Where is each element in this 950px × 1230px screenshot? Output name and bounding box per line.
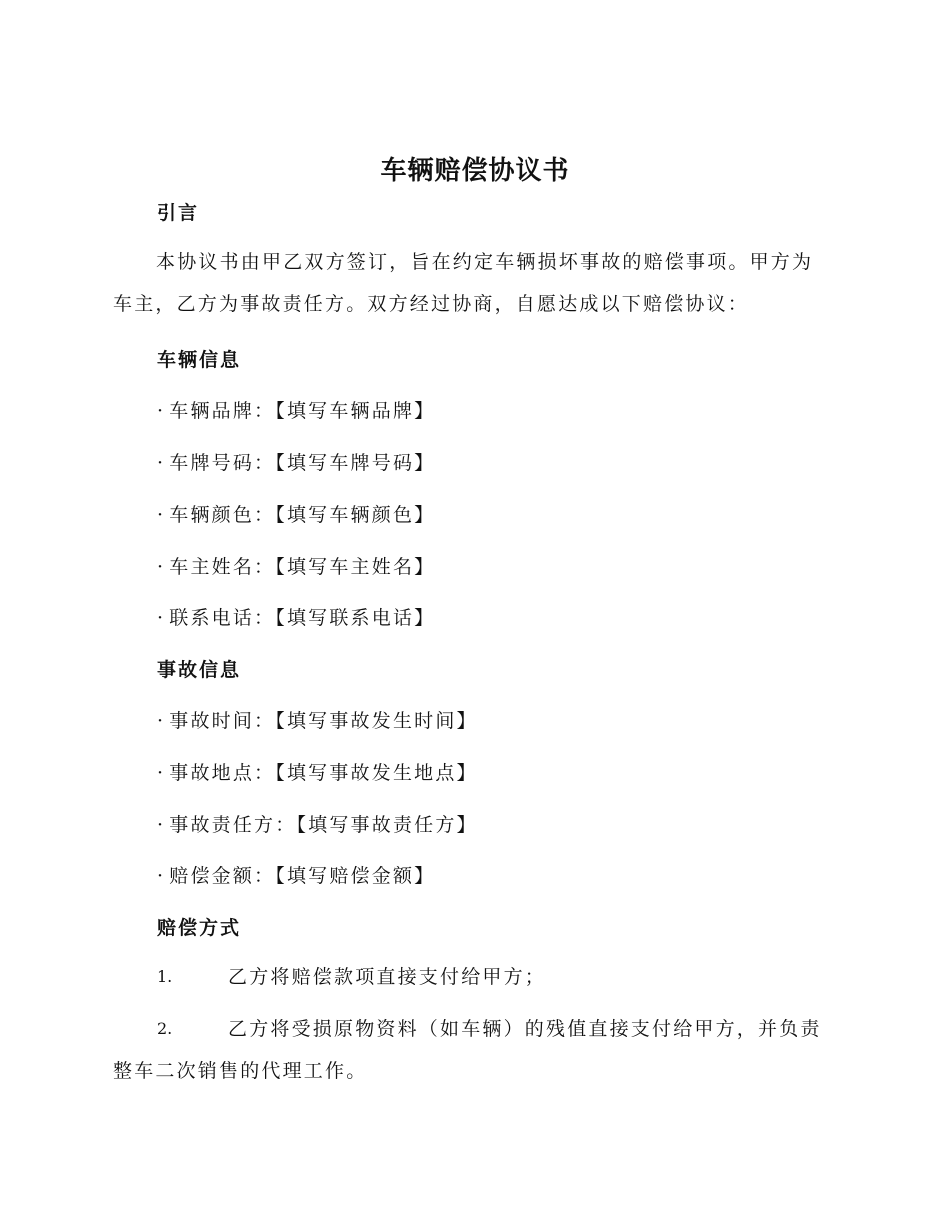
bullet-icon: · bbox=[157, 400, 166, 422]
bullet-icon: · bbox=[157, 504, 166, 526]
list-item-text: 车辆颜色：【填写车辆颜色】 bbox=[169, 504, 436, 526]
list-item bbox=[157, 448, 435, 475]
section-heading-vehicle: 车辆信息 bbox=[157, 349, 242, 371]
bullet-icon: · bbox=[157, 865, 166, 887]
list-item-text: 事故时间：【填写事故发生时间】 bbox=[169, 710, 478, 732]
list-item bbox=[157, 706, 478, 733]
section-heading-compensation: 赔偿方式 bbox=[157, 917, 242, 939]
list-item-text: 赔偿金额：【填写赔偿金额】 bbox=[169, 865, 436, 887]
list-item-text: 车辆品牌：【填写车辆品牌】 bbox=[169, 400, 436, 422]
list-item-text: 车主姓名：【填写车主姓名】 bbox=[169, 556, 436, 578]
list-item bbox=[157, 810, 478, 837]
list-item-text: 车牌号码：【填写车牌号码】 bbox=[169, 452, 436, 474]
item-number: 2. bbox=[157, 1019, 173, 1038]
list-item bbox=[157, 552, 435, 579]
list-item bbox=[157, 603, 435, 630]
list-item-text: 事故地点：【填写事故发生地点】 bbox=[169, 762, 478, 784]
bullet-icon: · bbox=[157, 762, 166, 784]
list-item bbox=[157, 500, 435, 527]
list-item bbox=[157, 758, 478, 785]
bullet-icon: · bbox=[157, 814, 166, 836]
bullet-icon: · bbox=[157, 556, 166, 578]
bullet-icon: · bbox=[157, 710, 166, 732]
numbered-item bbox=[113, 956, 833, 998]
section-heading-intro: 引言 bbox=[157, 202, 200, 224]
numbered-item bbox=[113, 1008, 833, 1092]
bullet-icon: · bbox=[157, 452, 166, 474]
list-item-text: 联系电话：【填写联系电话】 bbox=[169, 607, 436, 629]
item-number: 1. bbox=[157, 967, 173, 986]
item-text: 乙方将受损原物资料（如车辆）的残值直接支付给甲方，并负责整车二次销售的代理工作。 bbox=[113, 1018, 822, 1082]
list-item bbox=[157, 396, 435, 423]
section-heading-accident: 事故信息 bbox=[157, 659, 242, 681]
bullet-icon: · bbox=[157, 607, 166, 629]
intro-paragraph: 本协议书由甲乙双方签订，旨在约定车辆损坏事故的赔偿事项。甲方为车主，乙方为事故责任方。双方经过协商，自愿达成以下赔偿协议： bbox=[113, 251, 814, 315]
list-item-text: 事故责任方：【填写事故责任方】 bbox=[169, 814, 478, 836]
list-item bbox=[157, 861, 435, 888]
item-text: 乙方将赔偿款项直接支付给甲方； bbox=[228, 966, 547, 988]
document-title: 车辆赔偿协议书 bbox=[380, 156, 570, 186]
